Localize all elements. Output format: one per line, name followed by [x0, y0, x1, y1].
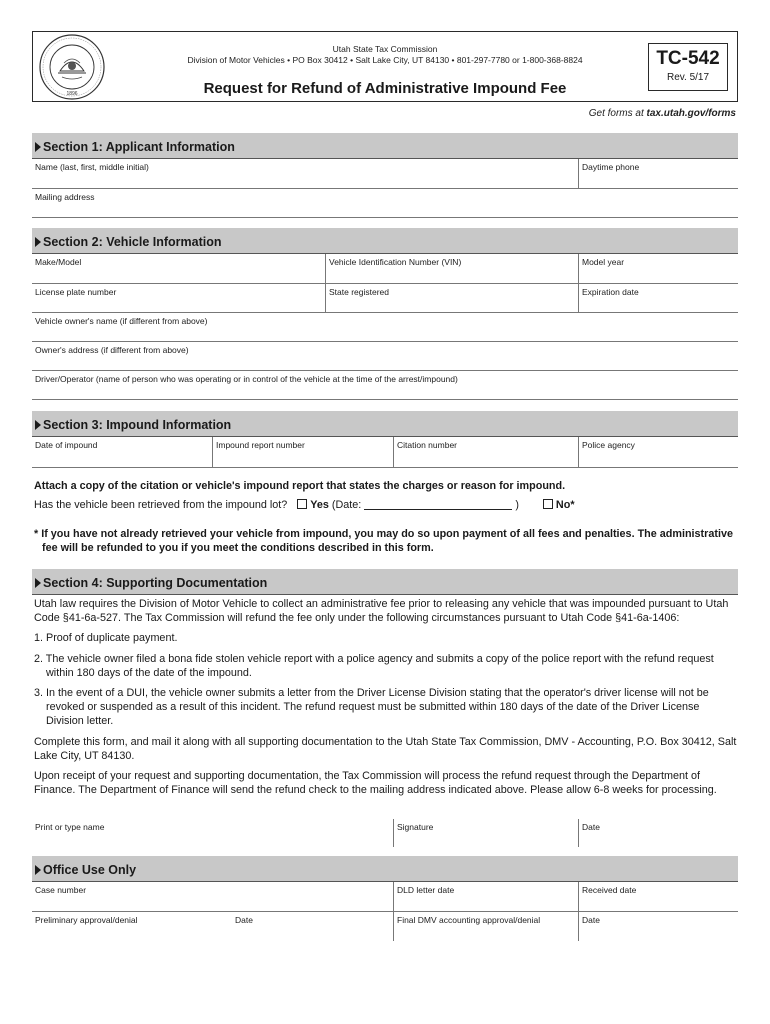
expiration-date-label: Expiration date — [582, 287, 639, 297]
retrieved-question-row — [34, 498, 738, 512]
applicant-name-label: Name (last, first, middle initial) — [35, 162, 149, 172]
section-1-title: Section 1: Applicant Information — [43, 140, 235, 154]
seal-year: 1896 — [66, 91, 78, 97]
print-name-field[interactable] — [32, 819, 393, 847]
impound-report-field[interactable] — [212, 437, 393, 467]
final-approval-field[interactable] — [393, 912, 578, 941]
preliminary-date-label: Date — [235, 915, 253, 925]
owner-address-field[interactable] — [32, 342, 738, 370]
driver-operator-field[interactable] — [32, 371, 738, 399]
make-model-field[interactable] — [32, 254, 325, 283]
preliminary-approval-label: Preliminary approval/denial — [35, 915, 138, 925]
impound-date-field[interactable] — [32, 437, 212, 467]
mailing-address-field[interactable] — [32, 189, 738, 217]
circumstance-1: 1. Proof of duplicate payment. — [34, 632, 178, 644]
get-forms-prefix: Get forms at — [588, 108, 647, 119]
caret-right-icon — [35, 420, 41, 430]
final-date-label: Date — [582, 915, 600, 925]
get-forms-link[interactable]: tax.utah.gov/forms — [646, 108, 736, 119]
caret-right-icon — [35, 865, 41, 875]
preliminary-date-field[interactable] — [232, 912, 393, 941]
office-use-title: Office Use Only — [43, 863, 137, 877]
impound-date-label: Date of impound — [35, 440, 98, 450]
section-4-intro: Utah law requires the Division of Motor Vehicle to collect an administrative fee prior to releasing any vehicle that was impounded pursuant to Utah Code §41-6a-527. The Tax Commission will refund the fee only under the following circumstances pursuant to Utah Code §41-6a-1406: — [34, 598, 729, 624]
yes-date-suffix: ) — [515, 499, 519, 511]
processing-note: Upon receipt of your request and supporting documentation, the Tax Commission will process the refund request through the Department of Finance. The Department of Finance will send the refund check to the mailing address indicated above. Please allow 6-8 weeks for processing. — [34, 770, 717, 796]
caret-right-icon — [35, 142, 41, 152]
vehicle-row-2 — [32, 284, 738, 313]
signature-date-field[interactable] — [578, 819, 738, 847]
form-title: Request for Refund of Administrative Impound Fee — [203, 80, 567, 97]
daytime-phone-label: Daytime phone — [582, 162, 640, 172]
retrieval-date-input[interactable] — [364, 499, 512, 510]
citation-number-field[interactable] — [393, 437, 578, 467]
no-label: No* — [555, 499, 575, 511]
mailing-address-label: Mailing address — [35, 192, 95, 202]
vehicle-row-5 — [32, 371, 738, 400]
vehicle-row-4 — [32, 342, 738, 371]
caret-right-icon — [35, 578, 41, 588]
dld-letter-date-field[interactable] — [393, 882, 578, 911]
preliminary-approval-field[interactable] — [32, 912, 232, 941]
expiration-date-field[interactable] — [578, 284, 738, 312]
circumstance-3: 3. In the event of a DUI, the vehicle owner submits a letter from the Driver License Division stating that the operator's driver license will not be revoked or suspended as a result of this incident. The refund request must be submitted within 180 days of the date of the Driver License Division letter. — [34, 687, 709, 727]
section-4-header — [32, 569, 738, 595]
model-year-field[interactable] — [578, 254, 738, 283]
final-date-field[interactable] — [578, 912, 738, 941]
police-agency-field[interactable] — [578, 437, 738, 467]
print-name-label: Print or type name — [35, 822, 105, 832]
applicant-row-1 — [32, 159, 738, 189]
citation-number-label: Citation number — [397, 440, 458, 450]
get-forms-note — [589, 108, 736, 119]
vin-label: Vehicle Identification Number (VIN) — [329, 257, 462, 267]
section-2-title: Section 2: Vehicle Information — [43, 235, 222, 249]
impound-row — [32, 437, 738, 468]
signature-date-label: Date — [582, 822, 600, 832]
impound-report-label: Impound report number — [216, 440, 305, 450]
utah-state-seal-icon — [38, 33, 106, 101]
driver-operator-label: Driver/Operator (name of person who was operating or in control of the vehicle at the time of the arrest/impound) — [35, 374, 458, 384]
signature-field[interactable] — [393, 819, 578, 847]
section-4-title: Section 4: Supporting Documentation — [43, 576, 268, 590]
police-agency-label: Police agency — [582, 440, 635, 450]
dld-letter-date-label: DLD letter date — [397, 885, 455, 895]
agency-name: Utah State Tax Commission — [332, 44, 438, 54]
yes-date-prefix: (Date: — [331, 499, 362, 511]
circumstance-2: 2. The vehicle owner filed a bona fide stolen vehicle report with a police agency and submits a copy of the police report with the refund request within 180 days of the date of the impound. — [34, 653, 714, 679]
vin-field[interactable] — [325, 254, 578, 283]
state-registered-label: State registered — [329, 287, 390, 297]
impound-footnote: * If you have not already retrieved your vehicle from impound, you may do so upon payment of all fees and penalties. The administrative fee will be refunded to you if you meet the conditions described in this form. — [34, 528, 733, 554]
model-year-label: Model year — [582, 257, 625, 267]
office-use-header — [32, 856, 738, 882]
applicant-name-field[interactable] — [32, 159, 578, 188]
applicant-row-2 — [32, 189, 738, 218]
license-plate-label: License plate number — [35, 287, 117, 297]
mailing-instructions: Complete this form, and mail it along with all supporting documentation to the Utah State Tax Commission, DMV - Accounting, P.O. Box 30412, Salt Lake City, UT 84130. — [34, 736, 737, 762]
office-row-2 — [32, 912, 738, 941]
owner-name-field[interactable] — [32, 313, 738, 341]
yes-label: Yes — [310, 499, 329, 511]
caret-right-icon — [35, 237, 41, 247]
section-3-header — [32, 411, 738, 437]
final-approval-label: Final DMV accounting approval/denial — [397, 915, 541, 925]
office-row-1 — [32, 882, 738, 912]
owner-address-label: Owner's address (if different from above) — [35, 345, 189, 355]
case-number-field[interactable] — [32, 882, 393, 911]
state-registered-field[interactable] — [325, 284, 578, 312]
signature-label: Signature — [397, 822, 434, 832]
signature-row — [32, 819, 738, 847]
owner-name-label: Vehicle owner's name (if different from above) — [35, 316, 208, 326]
received-date-label: Received date — [582, 885, 637, 895]
agency-address: Division of Motor Vehicles • PO Box 30412 • Salt Lake City, UT 84130 • 801-297-7780 or 1-800-368-8824 — [187, 55, 583, 65]
vehicle-row-3 — [32, 313, 738, 342]
vehicle-row-1 — [32, 254, 738, 284]
license-plate-field[interactable] — [32, 284, 325, 312]
section-2-header — [32, 228, 738, 254]
make-model-label: Make/Model — [35, 257, 82, 267]
attach-note: Attach a copy of the citation or vehicle's impound report that states the charges or reason for impound. — [34, 480, 566, 492]
case-number-label: Case number — [35, 885, 87, 895]
form-revision: Rev. 5/17 — [666, 72, 710, 83]
section-3-title: Section 3: Impound Information — [43, 418, 232, 432]
form-id: TC-542 — [656, 48, 720, 69]
section-1-header — [32, 133, 738, 159]
yes-checkbox[interactable] — [297, 499, 307, 509]
retrieved-question: Has the vehicle been retrieved from the impound lot? — [34, 499, 288, 511]
daytime-phone-field[interactable] — [578, 159, 738, 188]
no-checkbox[interactable] — [543, 499, 553, 509]
form-id-box — [648, 43, 728, 91]
received-date-field[interactable] — [578, 882, 738, 911]
agency-info — [110, 44, 660, 66]
